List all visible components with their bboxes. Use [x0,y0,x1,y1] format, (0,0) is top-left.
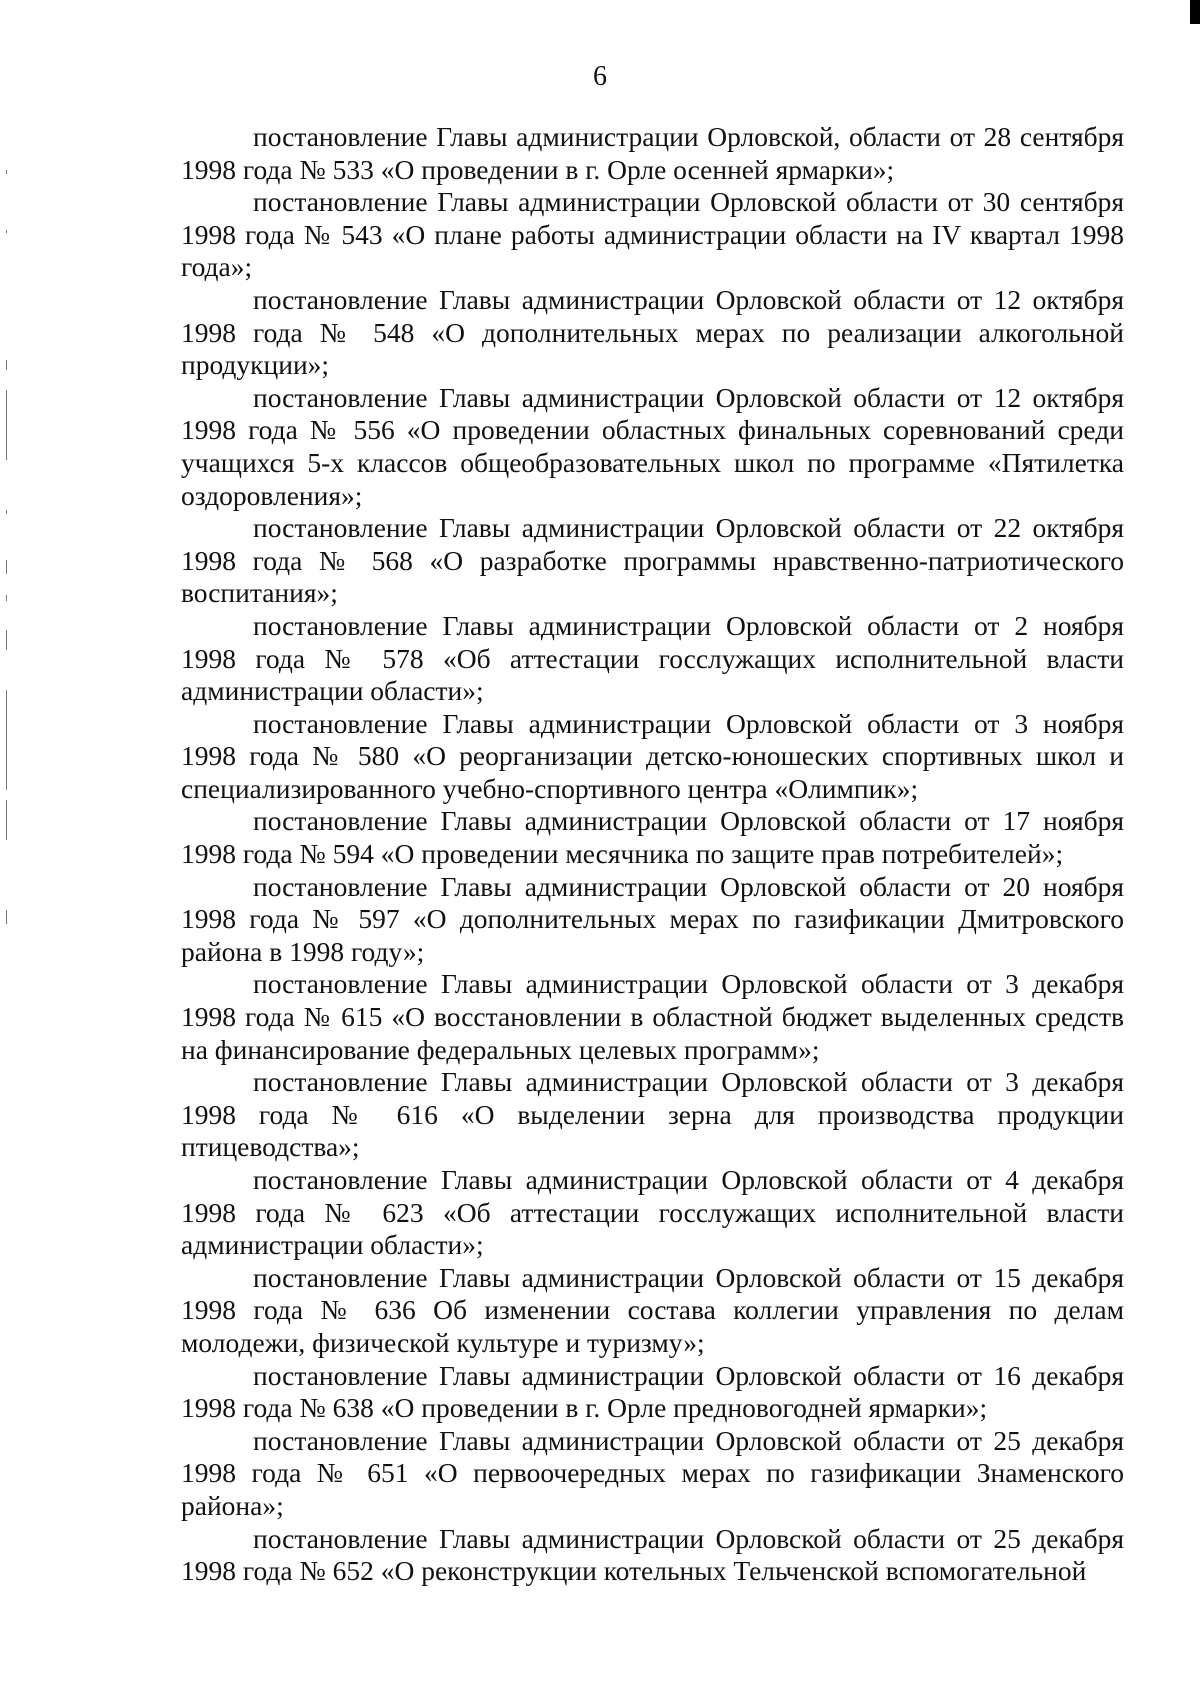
decree-list-item: постановление Главы администрации Орловской области от 16 декабря 1998 года № 638 «О проведении в г. Орле предновогодней ярмарки»; [181,1359,1124,1424]
decree-list-item: постановление Главы администрации Орловской области от 25 декабря 1998 года № 651 «О первоочередных мерах по газификации Знаменского района»; [181,1424,1124,1521]
binding-margin-marks [0,140,16,1040]
decree-list-item: постановление Главы администрации Орловской, области от 28 сентября 1998 года № 533 «О проведении в г. Орле осенней ярмарки»; [181,121,1124,185]
page-number: 6 [593,61,607,92]
decree-list-item: постановление Главы администрации Орловской области от 20 ноября 1998 года № 597 «О дополнительных мерах по газификации Дмитровского района в 1998 году»; [181,870,1124,967]
decree-list-item: постановление Главы администрации Орловской области от 15 декабря 1998 года № 636 Об изменении состава коллегии управления по делам молодежи, физической культуре и туризму»; [181,1261,1124,1358]
decree-list-item: постановление Главы администрации Орловской области от 3 декабря 1998 года № 616 «О выделении зерна для производства продукции птицеводства»; [181,1066,1124,1163]
decree-list-item: постановление Главы администрации Орловской области от 30 сентября 1998 года № 543 «О плане работы администрации области на IV квартал 1998 года»; [181,186,1124,283]
decree-list-item: постановление Главы администрации Орловской области от 25 декабря 1998 года № 652 «О реконструкции котельных Тельченской вспомогательной [181,1522,1124,1587]
decree-list-item: постановление Главы администрации Орловской области от 3 ноября 1998 года № 580 «О реорганизации детско-юношеских спортивных школ и специализированного учебно-спортивного центра «Олимпик»; [181,707,1124,804]
decree-list-item: постановление Главы администрации Орловской области от 3 декабря 1998 года № 615 «О восстановлении в областной бюджет выделенных средств на финансирование федеральных целевых программ»; [181,968,1124,1065]
scan-edge-mark [1190,0,1200,24]
decree-list-item: постановление Главы администрации Орловской области от 2 ноября 1998 года № 578 «Об аттестации госслужащих исполнительной власти администрации области»; [181,609,1124,707]
document-body [181,121,1124,1588]
decree-list-item: постановление Главы администрации Орловской области от 17 ноября 1998 года № 594 «О проведении месячника по защите прав потребителей»; [181,805,1124,870]
decree-list-item: постановление Главы администрации Орловской области от 12 октября 1998 года № 548 «О дополнительных мерах по реализации алкогольной продукции»; [181,283,1124,381]
decree-list-item: постановление Главы администрации Орловской области от 12 октября 1998 года № 556 «О проведении областных финальных соревнований среди учащихся 5-х классов общеобразовательных школ по программе «Пятилетка оздоровления»; [181,381,1124,511]
decree-list-item: постановление Главы администрации Орловской области от 4 декабря 1998 года № 623 «Об аттестации госслужащих исполнительной власти администрации области»; [181,1164,1124,1261]
decree-list-item: постановление Главы администрации Орловской области от 22 октября 1998 года № 568 «О разработке программы нравственно-патриотического воспитания»; [181,512,1124,609]
